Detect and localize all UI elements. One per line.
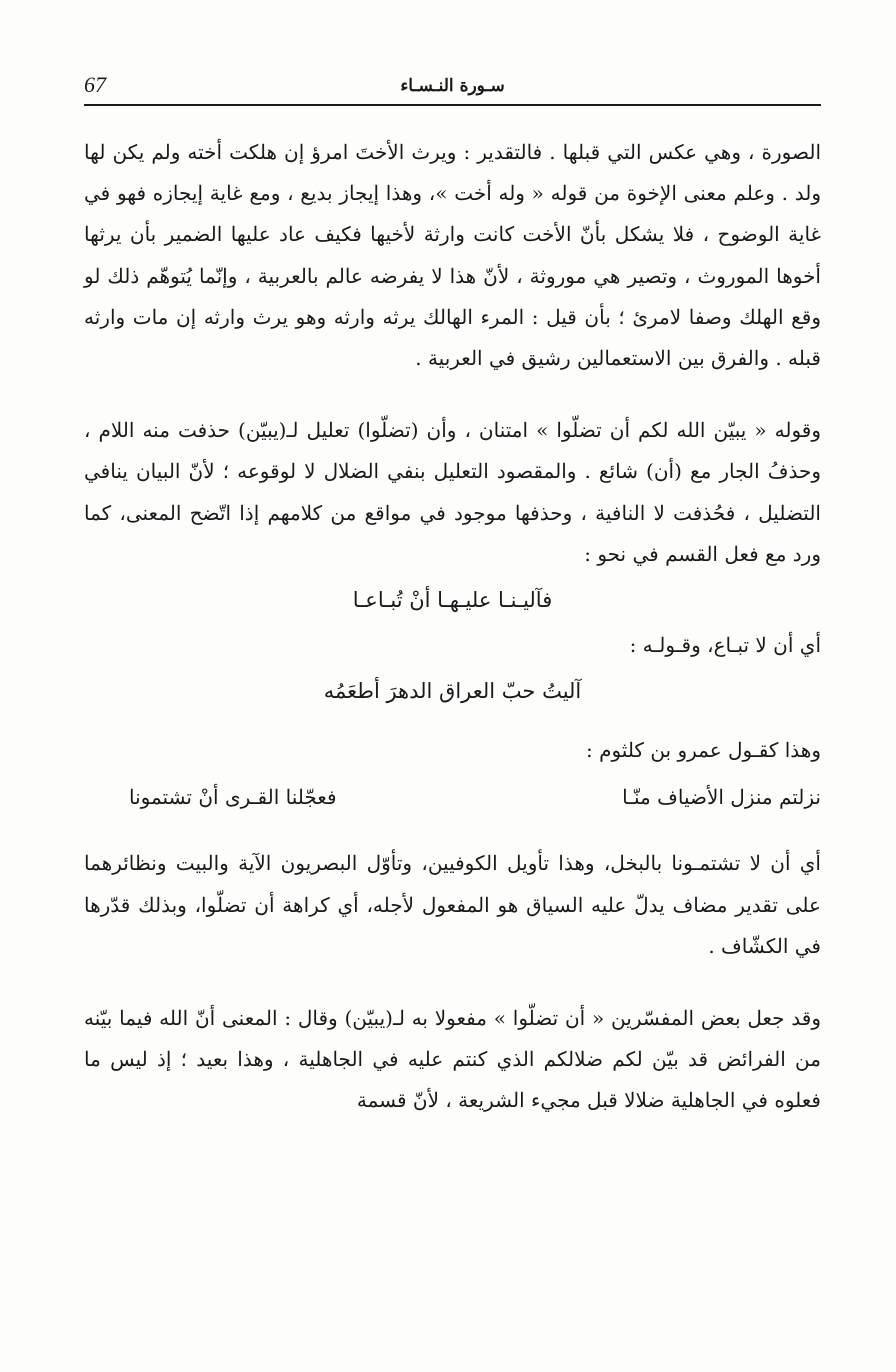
verse-quote-1: فآليـنـا عليـهـا أنْ تُبـاعـا <box>352 588 553 613</box>
paragraph-4: وهذا كقـول عمرو بن كلثوم : <box>585 738 821 763</box>
paragraph-gap <box>84 716 821 730</box>
paragraph-3: أي أن لا تبـاع، وقـولـه : <box>629 633 821 658</box>
paragraph-gap <box>84 967 821 998</box>
paragraph-2: وقوله « يبيّن الله لكم أن تضلّوا » امتنان ، وأن (تضلّوا) تعليل لـ(يبيّن) حذفت منه اللام ، وحذفُ الجار مع (أن) شائع . والمقصود التعليل بنفي الضلال لا لوقوعه ؛ لأنّ البيان ينافي التضليل ، فحُذفت لا النافية ، وحذفها موجود في مواقع من كلامهم إذا اتّضح المعنى، كما ورد مع فعل القسم في نحو : <box>84 418 821 566</box>
page-header <box>84 70 821 106</box>
verse-couplet <box>84 771 821 823</box>
paragraph-6: وقد جعل بعض المفسّرين « أن تضلّوا » مفعولا به لـ(يبيّن) وقال : المعنى أنّ الله فيما بيّنه من الفرائض قد بيّن لكم ضلالكم الذي كنتم عليه في الجاهلية ، وهذا بعيد ؛ إذ ليس ما فعلوه في الجاهلية ضلالا قبل مجيء الشريعة ، لأنّ قسمة <box>84 1006 821 1113</box>
couplet-first-hemistich: نزلتم منزل الأضياف منّـا <box>622 785 821 810</box>
page-number: 67 <box>84 72 106 97</box>
paragraph-5: أي أن لا تشتمـونا بالبخل، وهذا تأويل الكوفيين، وتأوّل البصريون الآية والبيت ونظائرهما على تقدير مضاف يدلّ عليه السياق هو المفعول لأجله، أي كراهة أن تضلّوا، وبذلك قدّرها في الكشّاف . <box>84 851 821 958</box>
paragraph-gap <box>84 823 821 843</box>
page-body <box>84 132 821 1122</box>
verse-quote-2: آليتُ حبّ العراق الدهرَ أطعَمُه <box>323 679 582 704</box>
paragraph-gap <box>84 379 821 410</box>
couplet-second-hemistich: فعجّلنا القـرى أنْ تشتمونا <box>129 785 337 810</box>
running-title: سـورة النـسـاء <box>400 76 505 96</box>
paragraph-1: الصورة ، وهي عكس التي قبلها . فالتقدير : ويرث الأختَ امرؤ إن هلكت أخته ولم يكن لها ولد . وعلم معنى الإخوة من قوله « وله أخت »، وهذا إيجاز بديع ، ومع غاية إيجازه فهو في غاية الوضوح ، فلا يشكل بأنّ الأخت كانت وارثة لأخيها فكيف عاد عليها الضمير بأن يرثها أخوها الموروث ، وتصير هي موروثة ، لأنّ هذا لا يفرضه عالم بالعربية ، وإنّما يُتوهّم ذلك لو وقع الهلك وصفا لامرئ ؛ بأن قيل : المرء الهالك يرثه وارثه وهو يرث وارثه إن مات وارثه قبله . والفرق بين الاستعمالين رشيق في العربية . <box>84 140 821 371</box>
